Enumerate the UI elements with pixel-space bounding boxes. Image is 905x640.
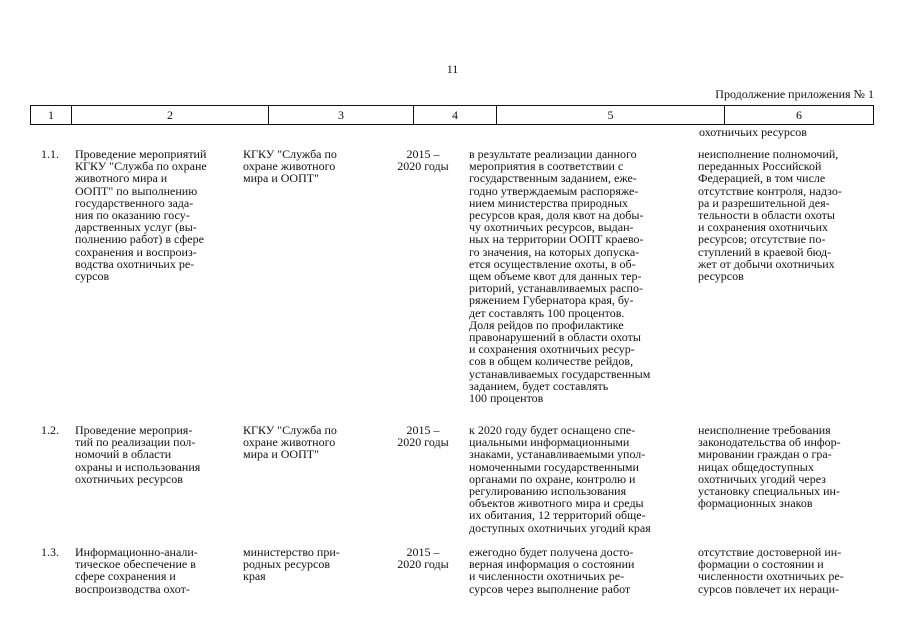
non-implementation-consequences: неисполнение требования законодательства об инфор- мировании граждан о гра- ницах общедоступных охотничьих угодий через установку специальных ин- формационных знаков bbox=[698, 423, 841, 511]
column-number-5: 5 bbox=[496, 106, 724, 124]
non-implementation-consequences: неисполнение полномочий, переданных Российской Федерацией, в том числе отсутствие контроля, надзо- ра и разрешительной дея- тельности в области охоты и сохранения охотничьих ресурсов; отсутствие по- ступлений в краевой бюд- жет от добычи охотничьих ресурсов bbox=[698, 147, 842, 284]
column-number-2: 2 bbox=[71, 106, 268, 124]
page-number: 11 bbox=[446, 62, 459, 76]
executor: КГКУ "Служба по охране животного мира и ООПТ" bbox=[243, 423, 337, 462]
column-number-1: 1 bbox=[48, 108, 54, 122]
row-number: 1.3. bbox=[41, 545, 59, 559]
row-number: 1.1. bbox=[41, 147, 59, 161]
expected-result: в результате реализации данного мероприятия в соответствии с государственным заданием, еже- годно утверждаемым распоряже- нием министерства природных ресурсов края, доля квот на добы- чу охотничьих ресурсов, выдан- ных на территории ООПТ краево- го значения, на которых допуска- ется осуществление охоты, в об- щем объеме квот для данных тер- риторий, устанавливаемых распо- ряжением Губернатора края, бу- дет составлять 100 процентов. Доля рейдов по профилактике правонарушений в области охоты и сохранения охотничьих ресур- сов в общем количестве рейдов, устанавливаемых государственным заданием, будет составлять 100 процентов bbox=[469, 147, 651, 406]
column-number-header bbox=[30, 105, 874, 125]
measure-description: Информационно-анали- тическое обеспечение в сфере сохранения и воспроизводства охот- bbox=[75, 545, 198, 596]
implementation-term: 2015 – 2020 годы bbox=[397, 423, 449, 450]
expected-result: к 2020 году будет оснащено спе- циальными информационными знаками, устанавливаемыми упол- номоченными государственными органами по охране, контролю и регулированию использования объектов животного мира и среды их обитания, 12 территорий обще- доступных охотничьих угодий края bbox=[469, 423, 651, 535]
measure-description: Проведение мероприятий КГКУ "Служба по охране животного мира и ООПТ" по выполнению государственного зада- ния по оказанию госу- дарственных услуг (вы- полнению работ) в сфере сохранения и воспроиз- водства охотничьих ре- сурсов bbox=[75, 147, 207, 284]
implementation-term: 2015 – 2020 годы bbox=[397, 147, 449, 174]
measure-description: Проведение мероприя- тий по реализации пол- номочий в области охраны и использования охотничьих ресурсов bbox=[75, 423, 201, 486]
implementation-term: 2015 – 2020 годы bbox=[397, 545, 449, 572]
expected-result: ежегодно будет получена досто- верная информация о состоянии и численности охотничьих ре- сурсов через выполнение работ bbox=[469, 545, 635, 596]
column-number-6: 6 bbox=[724, 106, 873, 124]
column-number-3: 3 bbox=[268, 106, 413, 124]
previous-row-tail: охотничьих ресурсов bbox=[699, 125, 807, 139]
non-implementation-consequences: отсутствие достоверной ин- формации о состоянии и численности охотничьих ре- сурсов повлечет их нераци- bbox=[698, 545, 844, 596]
executor: министерство при- родных ресурсов края bbox=[243, 545, 340, 584]
continuation-label: Продолжение приложения № 1 bbox=[715, 87, 874, 101]
executor: КГКУ "Служба по охране животного мира и ООПТ" bbox=[243, 147, 337, 186]
column-number-4: 4 bbox=[413, 106, 496, 124]
row-number: 1.2. bbox=[41, 423, 59, 437]
